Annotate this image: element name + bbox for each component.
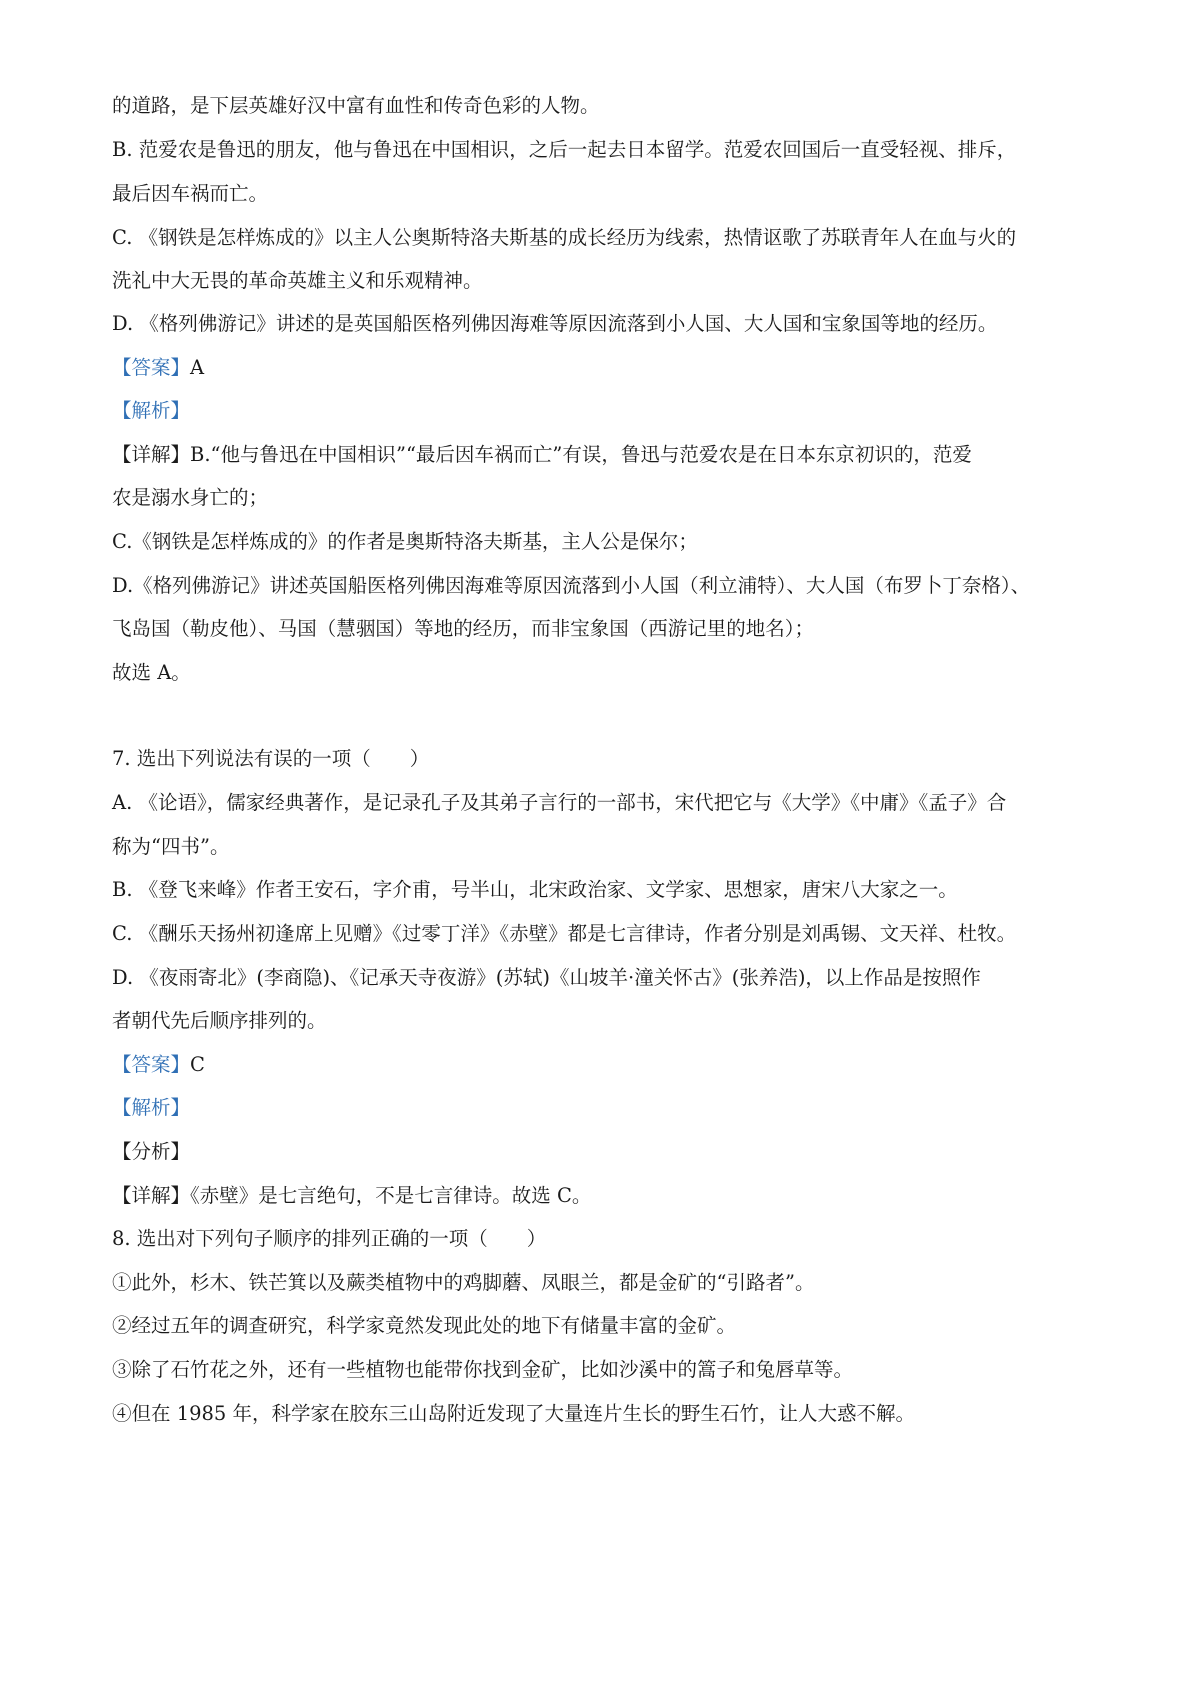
q7-option-d-line1: D. 《夜雨寄北》(李商隐)、《记承天寺夜游》(苏轼)《山坡羊·潼关怀古》(张养浩)，以上作品是按照作 <box>112 966 981 989</box>
q6-option-a-tail: 的道路，是下层英雄好汉中富有血性和传奇色彩的人物。 <box>112 94 600 117</box>
q8-sentence-3: ③除了石竹花之外，还有一些植物也能带你找到金矿，比如沙溪中的篙子和兔唇草等。 <box>112 1358 854 1381</box>
q6-option-d-line1: D. 《格列佛游记》讲述的是英国船医格列佛因海难等原因流落到小人国、大人国和宝象国等地的经历。 <box>112 312 998 335</box>
q7-stem: 7. 选出下列说法有误的一项（ ） <box>112 747 430 770</box>
q6-option-b-line1: B. 范爱农是鲁迅的朋友，他与鲁迅在中国相识，之后一起去日本留学。范爱农回国后一直受轻视、排斥， <box>112 138 1017 161</box>
q6-detail-line4: D.《格列佛游记》讲述英国船医格列佛因海难等原因流落到小人国（利立浦特）、大人国（布罗卜丁奈格）、 <box>112 574 1031 597</box>
answer-value: A <box>190 356 205 379</box>
q7-analysis-tag: 【解析】 <box>112 1096 191 1119</box>
q8-sentence-2: ②经过五年的调查研究，科学家竟然发现此处的地下有储量丰富的金矿。 <box>112 1314 737 1337</box>
q6-option-c-line2: 洗礼中大无畏的革命英雄主义和乐观精神。 <box>112 269 483 292</box>
q7-option-d-line2: 者朝代先后顺序排列的。 <box>112 1009 327 1032</box>
q6-detail-line3: C.《钢铁是怎样炼成的》的作者是奥斯特洛夫斯基，主人公是保尔； <box>112 530 698 553</box>
q8-stem: 8. 选出对下列句子顺序的排列正确的一项（ ） <box>112 1227 547 1250</box>
answer-tag: 【答案】 <box>112 1053 191 1076</box>
answer-value: C <box>190 1053 205 1076</box>
q6-option-b-line2: 最后因车祸而亡。 <box>112 182 269 205</box>
answer-tag: 【答案】 <box>112 356 191 379</box>
q8-sentence-1: ①此外，杉木、铁芒箕以及蕨类植物中的鸡脚蘑、凤眼兰，都是金矿的“引路者”。 <box>112 1271 815 1294</box>
q6-detail-line2: 农是溺水身亡的； <box>112 486 269 509</box>
q6-detail-line6: 故选 A。 <box>112 661 191 684</box>
q7-option-b: B. 《登飞来峰》作者王安石，字介甫，号半山，北宋政治家、文学家、思想家，唐宋八大家之一。 <box>112 878 958 901</box>
q7-detail: 【详解】《赤壁》是七言绝句，不是七言律诗。故选 C。 <box>112 1184 592 1207</box>
q7-fenxi: 【分析】 <box>112 1140 191 1163</box>
q7-option-a-line2: 称为“四书”。 <box>112 835 230 858</box>
q6-detail-line5: 飞岛国（勒皮他）、马国（慧骃国）等地的经历，而非宝象国（西游记里的地名）； <box>112 617 815 640</box>
q6-option-c-line1: C. 《钢铁是怎样炼成的》以主人公奥斯特洛夫斯基的成长经历为线索，热情讴歌了苏联青年人在血与火的 <box>112 226 1017 249</box>
q7-answer <box>112 1051 1102 1079</box>
q6-detail-line1: 【详解】B.“他与鲁迅在中国相识”“最后因车祸而亡”有误，鲁迅与范爱农是在日本东京初识的，范爱 <box>112 443 972 466</box>
q7-option-c: C. 《酬乐天扬州初逢席上见赠》《过零丁洋》《赤壁》都是七言律诗，作者分别是刘禹锡、文天祥、杜牧。 <box>112 922 1017 945</box>
q7-option-a-line1: A. 《论语》，儒家经典著作，是记录孔子及其弟子言行的一部书，宋代把它与《大学》《中庸》《孟子》合 <box>112 791 1007 814</box>
q8-sentence-4: ④但在 1985 年，科学家在胶东三山岛附近发现了大量连片生长的野生石竹，让人大惑不解。 <box>112 1402 916 1425</box>
q6-analysis-tag: 【解析】 <box>112 399 191 422</box>
q6-answer <box>112 354 1102 382</box>
